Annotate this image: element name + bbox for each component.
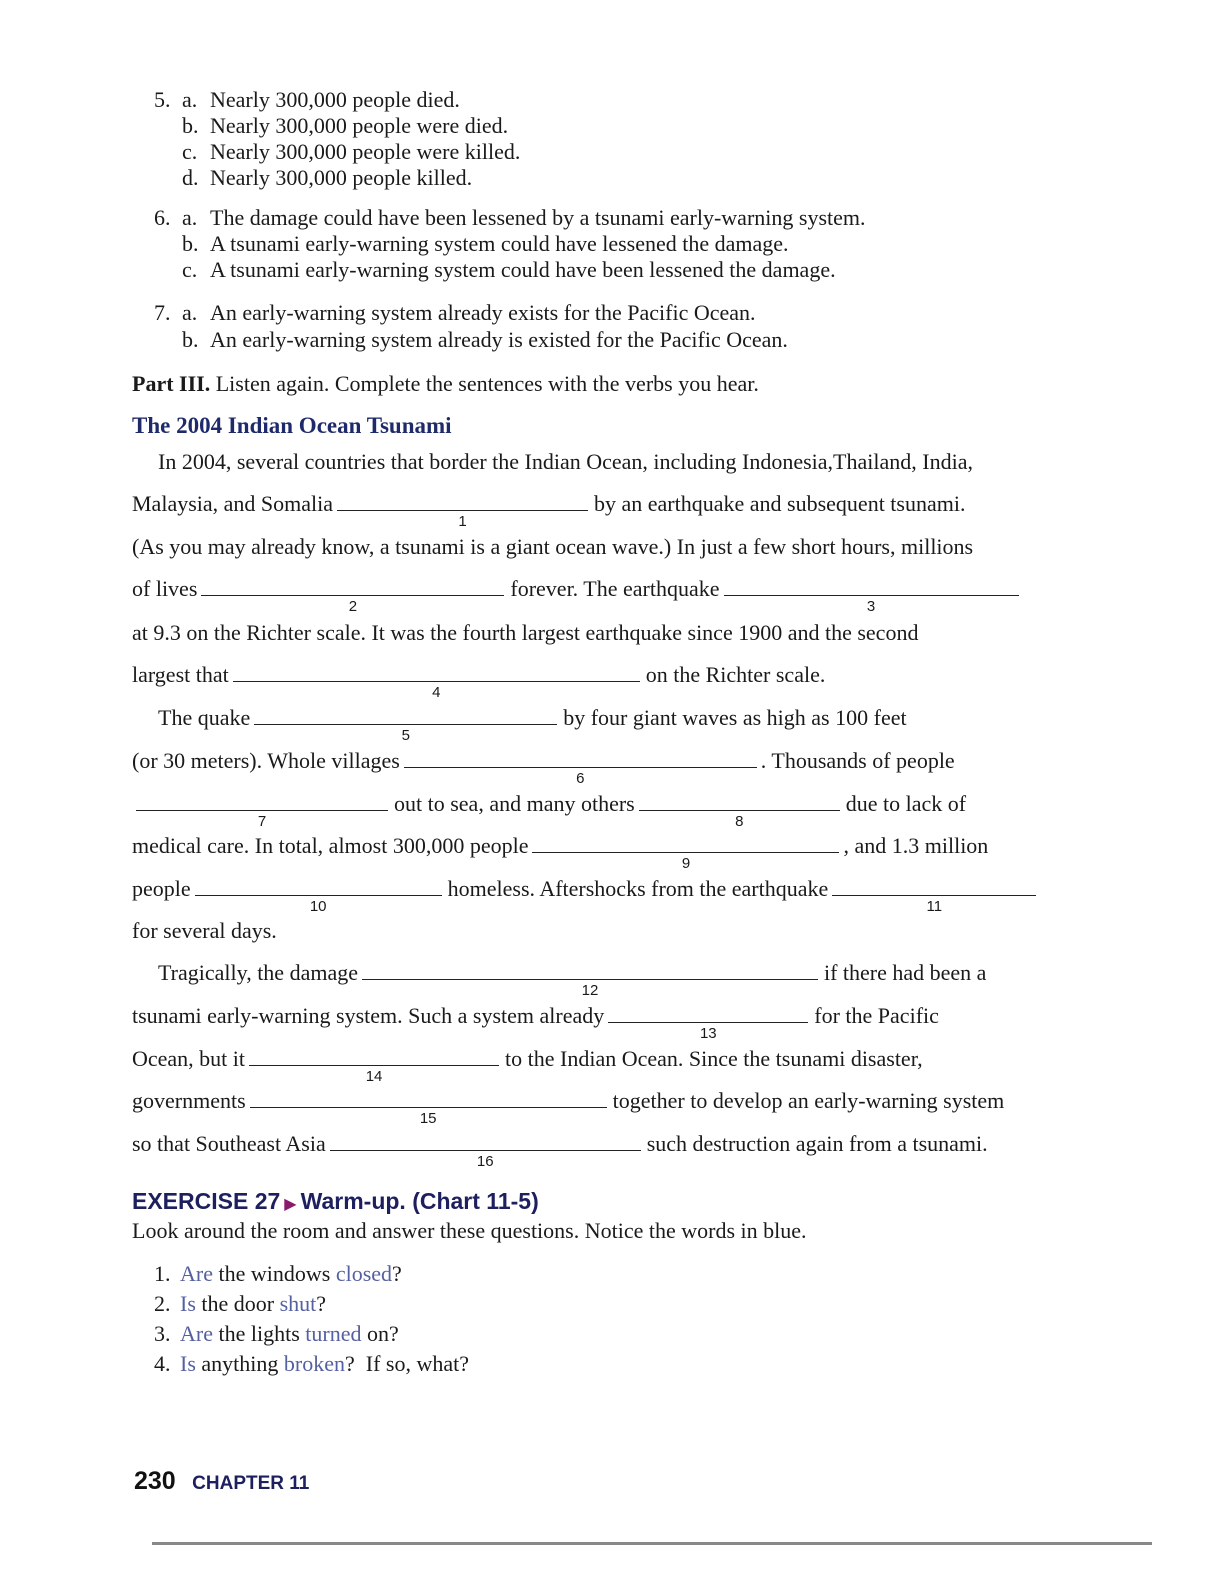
blank-number: 12 [581, 982, 599, 999]
answer-blank[interactable] [254, 706, 557, 744]
option-text: An early-warning system already exists for the Pacific Ocean. [210, 300, 756, 325]
passage-line [158, 705, 907, 744]
passage-text: Tragically, the damage [158, 960, 358, 985]
option-letter: a. [182, 205, 198, 230]
passage-text: tsunami early-warning system. Such a system already [132, 1003, 605, 1028]
answer-blank[interactable] [404, 749, 757, 787]
item-text: the lights [212, 1321, 306, 1346]
answer-blank[interactable] [250, 1089, 607, 1127]
highlighted-word: Is [180, 1351, 196, 1376]
passage-text: by an earthquake and subsequent tsunami. [594, 491, 966, 516]
answer-blank[interactable] [832, 877, 1036, 915]
passage-line [158, 449, 973, 475]
item-number: 2. [154, 1291, 171, 1316]
footer-rule [152, 1542, 1152, 1545]
passage-line [132, 662, 826, 701]
answer-blank[interactable] [201, 577, 504, 615]
highlighted-word: broken [283, 1351, 345, 1376]
exercise-item [154, 1321, 399, 1347]
passage-text: Ocean, but it [132, 1046, 246, 1071]
item-number: 7. [154, 300, 171, 325]
passage-line [132, 918, 277, 944]
item-number: 3. [154, 1321, 171, 1346]
item-number: 5. [154, 87, 171, 112]
blank-number: 16 [476, 1153, 494, 1170]
item-number: 6. [154, 205, 171, 230]
passage-text: largest that [132, 662, 229, 687]
blank-number: 11 [926, 898, 943, 915]
passage-text: medical care. In total, almost 300,000 people [132, 833, 529, 858]
option-letter: a. [182, 300, 198, 325]
blank-number: 2 [348, 598, 358, 615]
answer-blank[interactable] [724, 577, 1019, 615]
option-row [154, 205, 866, 231]
item-text: ? If so, what? [344, 1351, 469, 1376]
passage-line [132, 1003, 939, 1042]
passage-text: In 2004, several countries that border the Indian Ocean, including Indonesia,Thailand, India, [158, 449, 973, 474]
item-text: the windows [212, 1261, 336, 1286]
blank-number: 6 [576, 770, 585, 787]
option-row [154, 257, 836, 283]
highlighted-word: shut [279, 1291, 317, 1316]
option-row [154, 231, 789, 257]
answer-blank[interactable] [639, 792, 840, 830]
highlighted-word: closed [335, 1261, 393, 1286]
passage-text: . Thousands of people [760, 748, 955, 773]
passage-text: together to develop an early-warning system [612, 1088, 1005, 1113]
option-letter: c. [182, 139, 198, 164]
blank-number: 10 [309, 898, 327, 915]
item-text: ? [316, 1291, 327, 1316]
page-number: 230 [134, 1467, 176, 1495]
passage-text: governments [132, 1088, 246, 1113]
option-letter: d. [182, 165, 199, 190]
item-text: anything [195, 1351, 284, 1376]
passage-text: people [132, 876, 191, 901]
option-letter: b. [182, 231, 199, 256]
answer-blank[interactable] [362, 961, 818, 999]
triangle-arrow-icon: ▶ [284, 1196, 297, 1213]
part3-instruction [132, 371, 759, 397]
page-footer [134, 1467, 309, 1496]
option-row [154, 87, 460, 113]
exercise-item [154, 1291, 326, 1317]
option-text: A tsunami early-warning system could have been lessened the damage. [210, 257, 836, 282]
option-letter: b. [182, 327, 199, 352]
option-text: Nearly 300,000 people were died. [210, 113, 509, 138]
passage-line [132, 833, 989, 872]
blank-number: 4 [432, 684, 441, 701]
part-label: Part III. [132, 371, 211, 396]
passage-line [132, 1088, 1005, 1127]
passage-text: on the Richter scale. [645, 662, 826, 687]
passage-line [132, 620, 918, 646]
passage-line [132, 1046, 923, 1085]
item-text: the door [195, 1291, 280, 1316]
blank-number: 1 [458, 513, 467, 530]
option-text: Nearly 300,000 people died. [210, 87, 460, 112]
chapter-label: CHAPTER 11 [192, 1473, 310, 1494]
item-number: 4. [154, 1351, 171, 1376]
option-text: An early-warning system already is existed for the Pacific Ocean. [210, 327, 788, 352]
passage-text: out to sea, and many others [394, 791, 635, 816]
item-text: on? [361, 1321, 399, 1346]
passage-text: by four giant waves as high as 100 feet [563, 705, 907, 730]
passage-text: (or 30 meters). Whole villages [132, 748, 400, 773]
item-text: ? [392, 1261, 402, 1286]
passage-text: The quake [158, 705, 251, 730]
option-row [154, 165, 472, 191]
exercise-title: Warm-up. (Chart 11-5) [300, 1188, 539, 1214]
answer-blank[interactable] [330, 1132, 641, 1170]
exercise-header [132, 1188, 539, 1215]
passage-line [158, 960, 987, 999]
blank-number: 7 [257, 813, 267, 830]
option-text: Nearly 300,000 people were killed. [210, 139, 521, 164]
passage-text: Malaysia, and Somalia [132, 491, 334, 516]
option-letter: c. [182, 257, 198, 282]
option-text: A tsunami early-warning system could have lessened the damage. [210, 231, 789, 256]
instruction-text: Listen again. Complete the sentences with the verbs you hear. [215, 371, 759, 396]
passage-text: of lives [132, 576, 198, 601]
option-row [154, 300, 756, 326]
highlighted-word: Are [180, 1261, 213, 1286]
answer-blank[interactable] [608, 1004, 808, 1042]
answer-blank[interactable] [233, 663, 640, 701]
passage-text: such destruction again from a tsunami. [646, 1131, 988, 1156]
passage-text: at 9.3 on the Richter scale. It was the fourth largest earthquake since 1900 and the second [132, 620, 919, 645]
option-row [154, 113, 508, 139]
option-text: The damage could have been lessened by a tsunami early-warning system. [210, 205, 866, 230]
option-row [154, 139, 520, 165]
passage-text: for the Pacific [814, 1003, 939, 1028]
passage-line [132, 791, 967, 830]
passage-line [132, 534, 973, 560]
passage-text: so that Southeast Asia [132, 1131, 326, 1156]
exercise-label: EXERCISE 27 [132, 1188, 281, 1214]
passage-text: due to lack of [845, 791, 967, 816]
blank-number: 3 [866, 598, 876, 615]
answer-blank[interactable] [532, 834, 839, 872]
highlighted-word: turned [305, 1321, 362, 1346]
passage-title: The 2004 Indian Ocean Tsunami [132, 413, 452, 438]
passage-line [132, 1131, 988, 1170]
blank-number: 8 [735, 813, 744, 830]
passage-text: if there had been a [823, 960, 987, 985]
passage-text: , and 1.3 million [843, 833, 989, 858]
passage-text: forever. The earthquake [510, 576, 720, 601]
passage-text: for several days. [132, 918, 277, 943]
passage-text: homeless. Aftershocks from the earthquake [447, 876, 829, 901]
option-letter: b. [182, 113, 199, 138]
exercise-item [154, 1261, 402, 1287]
exercise-instruction: Look around the room and answer these questions. Notice the words in blue. [132, 1218, 807, 1243]
passage-text: (As you may already know, a tsunami is a giant ocean wave.) In just a few short hours, millions [132, 534, 974, 559]
blank-number: 15 [419, 1110, 437, 1127]
answer-blank[interactable] [337, 492, 588, 530]
answer-blank[interactable] [195, 877, 442, 915]
option-text: Nearly 300,000 people killed. [210, 165, 473, 190]
item-number: 1. [154, 1261, 171, 1286]
passage-line [132, 576, 1023, 615]
exercise-item [154, 1351, 469, 1377]
highlighted-word: Are [180, 1321, 213, 1346]
blank-number: 13 [699, 1025, 717, 1042]
answer-blank[interactable] [249, 1047, 499, 1085]
highlighted-word: Is [180, 1291, 196, 1316]
option-row [154, 327, 788, 353]
passage-line [132, 491, 966, 530]
blank-number: 5 [401, 727, 410, 744]
option-letter: a. [182, 87, 198, 112]
passage-line [132, 748, 955, 787]
passage-text: to the Indian Ocean. Since the tsunami disaster, [505, 1046, 923, 1071]
blank-number: 14 [365, 1068, 383, 1085]
passage-line [132, 876, 1040, 915]
blank-number: 9 [681, 855, 691, 872]
answer-blank[interactable] [136, 792, 388, 830]
